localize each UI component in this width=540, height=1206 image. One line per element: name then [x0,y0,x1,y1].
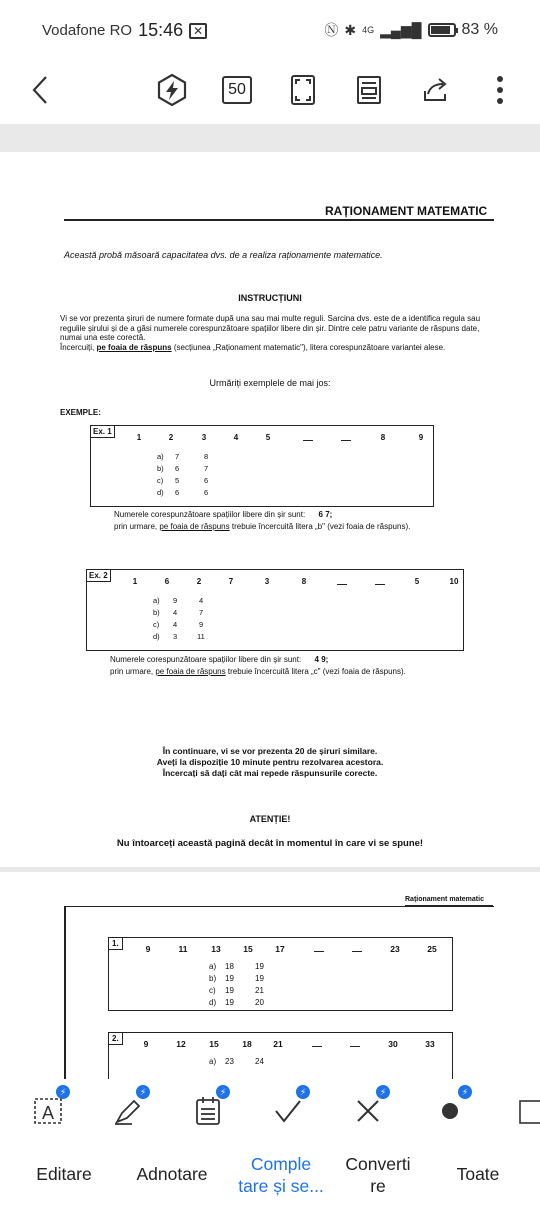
option-value: 18 [225,962,234,971]
title-divider [64,219,494,221]
sequence-number: 6 [164,577,170,586]
tab-label-line-2: re [370,1176,386,1196]
option-letter: b) [209,974,217,983]
tab-label-line-1: Comple [250,1154,312,1174]
sequence-number: 18 [242,1039,252,1049]
sequence-number: 30 [388,1039,398,1049]
sequence-number: 13 [211,944,221,954]
option-value: 5 [175,476,180,485]
lightning-badge-icon: ⚡ [56,1085,70,1099]
option-value: 19 [255,962,264,971]
pen-tool-button[interactable] [108,1087,148,1131]
status-left [42,20,207,41]
more-tools-button[interactable] [510,1091,540,1131]
instructions-answer-sheet: pe foaia de răspuns [96,342,172,352]
blank-slot [375,584,385,585]
sequence-number: 9 [143,1039,149,1049]
top-toolbar [0,60,540,120]
sequence-number: 2 [168,433,174,442]
clock: 15:46 [138,20,184,40]
example-2-note-text: Numerele corespunzătoare spațiilor libere din șir sunt: [110,655,302,664]
network-type: 4G [362,25,375,35]
more-options-button[interactable] [478,68,522,112]
instructions-heading: INSTRUCȚIUNI [238,293,302,303]
signal-icon: ▂▄▆█ [380,21,422,38]
continuation-line-1: În continuare, vi se vor prezenta 20 de șiruri similare. [162,746,378,756]
sequence-number: 33 [425,1039,435,1049]
tool-strip [0,1079,540,1143]
sequence-number: 4 [233,433,239,442]
blank-slot [314,951,324,952]
example-1-answer: 6 7; [318,510,333,519]
tab-adnotare[interactable] [124,1163,220,1185]
option-letter: b) [153,608,160,617]
option-value: 24 [255,1057,264,1066]
example-1-note-2 [114,522,540,531]
text-tool-button[interactable] [28,1087,68,1131]
option-letter: a) [209,962,217,971]
option-value: 23 [225,1057,234,1066]
share-button[interactable] [414,68,458,112]
option-value: 19 [255,974,264,983]
back-button[interactable] [18,68,62,112]
sequence-number: 2 [196,577,202,586]
option-value: 3 [173,632,178,641]
status-bar [0,0,540,60]
blank-slot [341,440,351,441]
option-value: 7 [204,464,209,473]
option-letter: a) [157,452,164,461]
tab-toate[interactable] [440,1163,516,1185]
sequence-number: 5 [265,433,271,442]
sequence-number: 12 [176,1039,186,1049]
page-title: RAȚIONAMENT MATEMATIC [325,204,488,218]
document-viewer[interactable] [0,124,540,1079]
sequence-number: 1 [132,577,138,586]
page-header: Raționament matematic [405,896,484,903]
form-icon [192,1095,224,1127]
cross-icon [352,1095,384,1127]
option-value: 4 [173,608,178,617]
option-value: 9 [173,596,178,605]
intro-text: Această probă măsoară capacitatea dvs. de a realiza raționamente matematice. [64,250,383,260]
tab-completare-semnare[interactable] [232,1153,330,1197]
reader-mode-button[interactable] [347,68,391,112]
option-value: 4 [199,596,204,605]
example-2-note2-c: trebuie încercuită litera „c" (vezi foaia de răspuns). [225,667,406,676]
sequence-number: 17 [275,944,285,954]
option-letter: c) [209,986,216,995]
dot-icon [434,1095,466,1127]
dot-tool-button[interactable] [430,1087,470,1131]
sequence-number: 7 [228,577,234,586]
pen-icon [112,1095,144,1127]
fullscreen-icon [290,74,316,106]
notification-x-icon: ✕ [189,23,207,39]
continuation-text [0,746,540,779]
lightning-badge-icon: ⚡ [136,1085,150,1099]
sequence-number: 15 [209,1039,219,1049]
bottom-tab-bar [0,1143,540,1206]
example-2-note2-b: pe foaia de răspuns [155,667,226,676]
option-value: 6 [204,488,209,497]
document-page-2 [0,872,540,1079]
quick-action-button[interactable] [150,68,194,112]
question-1-label: 1. [108,937,123,950]
cross-tool-button[interactable] [348,1087,388,1131]
attention-heading: ATENȚIE! [249,814,291,824]
option-letter: a) [153,596,160,605]
option-value: 6 [204,476,209,485]
example-1-note2-c: trebuie încercuită litera „b" (vezi foaia de răspuns). [229,522,411,531]
more-vertical-icon [496,75,504,105]
warning-text: Nu întoarceți această pagină decât în momentul în care vi se spune! [116,838,424,849]
tab-label-line-1: Converti [345,1154,411,1174]
svg-text:A: A [41,1103,55,1123]
text-box-icon [32,1095,64,1127]
example-2-note-1 [110,655,540,664]
page-count-button[interactable] [215,68,259,112]
sequence-number: 10 [449,577,459,586]
option-value: 8 [204,452,209,461]
sequence-number: 8 [380,433,386,442]
question-1-box [108,937,453,1011]
example-2-box [86,569,464,651]
sequence-number: 5 [414,577,420,586]
sequence-number: 3 [201,433,207,442]
example-1-box [90,425,434,507]
example-2-note-2 [110,667,540,676]
sequence-number: 9 [145,944,151,954]
lightning-badge-icon: ⚡ [376,1085,390,1099]
partial-tool-icon [510,1095,540,1127]
example-1-note-1 [114,510,540,519]
option-value: 6 [175,488,180,497]
status-right [324,20,498,40]
sequence-number: 11 [178,944,188,954]
document-page-1 [0,152,540,867]
lightning-badge-icon: ⚡ [296,1085,310,1099]
option-value: 19 [225,974,234,983]
document-list-icon [356,75,382,105]
option-value: 11 [197,632,205,641]
sequence-number: 21 [273,1039,283,1049]
instructions-paragraph-2a: Încercuiți, [60,342,97,352]
question-2-label: 2. [108,1032,123,1045]
sequence-number: 1 [136,433,142,442]
option-value: 19 [225,986,234,995]
blank-slot [352,951,362,952]
sequence-number: 3 [264,577,270,586]
sequence-number: 25 [427,944,437,954]
example-1-label: Ex. 1 [90,425,115,438]
option-value: 21 [255,986,264,995]
nfc-icon: Ⓝ [324,22,339,38]
tab-label: Adnotare [136,1164,208,1184]
option-value: 4 [173,620,178,629]
battery-icon [428,23,456,37]
blank-slot [350,1046,360,1047]
option-letter: c) [153,620,160,629]
option-value: 9 [199,620,204,629]
follow-examples-text: Urmăriți exemplele de mai jos: [209,378,331,388]
option-letter: d) [157,488,164,497]
page-count: 50 [222,76,252,104]
lightning-badge-icon: ⚡ [216,1085,230,1099]
option-letter: b) [157,464,164,473]
option-letter: c) [157,476,164,485]
lightning-hexagon-icon [156,73,188,107]
option-letter: d) [209,998,217,1007]
blank-slot [303,440,313,441]
checkmark-icon [272,1095,304,1127]
share-arrow-icon [421,77,451,103]
fullscreen-button[interactable] [281,68,325,112]
tab-editare[interactable] [18,1163,110,1185]
tab-convertire[interactable] [336,1153,420,1197]
example-1-note2-a: prin urmare, [114,522,160,531]
tab-label-line-2: tare și se... [238,1176,324,1196]
lightning-badge-icon: ⚡ [458,1085,472,1099]
battery-level: 83 % [461,21,498,38]
examples-label: EXEMPLE: [60,408,101,417]
blank-slot [337,584,347,585]
option-value: 7 [175,452,180,461]
blank-slot [312,1046,322,1047]
sequence-number: 8 [301,577,307,586]
carrier-name: Vodafone RO [42,22,133,39]
option-value: 7 [199,608,204,617]
instructions-paragraph-2c: (secțiunea „Raționament matematic"), litera corespunzătoare variantei alese. [171,342,446,352]
form-tool-button[interactable] [188,1087,228,1131]
example-2-note2-a: prin urmare, [110,667,156,676]
option-value: 6 [175,464,180,473]
question-2-box [108,1032,453,1079]
checkmark-tool-button[interactable] [268,1087,308,1131]
sequence-number: 9 [418,433,424,442]
continuation-line-3: Încercați să dați cât mai repede răspunsurile corecte. [162,768,378,778]
example-1-note-text: Numerele corespunzătoare spațiilor libere din șir sunt: [114,510,306,519]
back-chevron-icon [31,75,49,105]
instructions-text [60,314,492,352]
instructions-paragraph-1: Vi se vor prezenta șiruri de numere formate după una sau mai multe reguli. Sarcina dvs. este de a identifica regula sau regulile șirului și de a găsi numerele corespunzătoare spațiilor libere din șir. Dintre cele patru variante de răspuns date, numai una este corectă. [60,314,481,342]
sequence-number: 23 [390,944,400,954]
sequence-number: 15 [243,944,253,954]
option-value: 20 [255,998,264,1007]
option-letter: a) [209,1057,217,1066]
option-letter: d) [153,632,160,641]
option-value: 19 [225,998,234,1007]
example-2-label: Ex. 2 [86,569,111,582]
continuation-line-2: Aveți la dispoziție 10 minute pentru rezolvarea acestora. [156,757,384,767]
example-2-answer: 4 9; [314,655,329,664]
tab-label: Toate [456,1164,500,1184]
bluetooth-icon: ✱ [344,21,357,38]
tab-label: Editare [36,1164,92,1184]
example-1-note2-b: pe foaia de răspuns [159,522,230,531]
